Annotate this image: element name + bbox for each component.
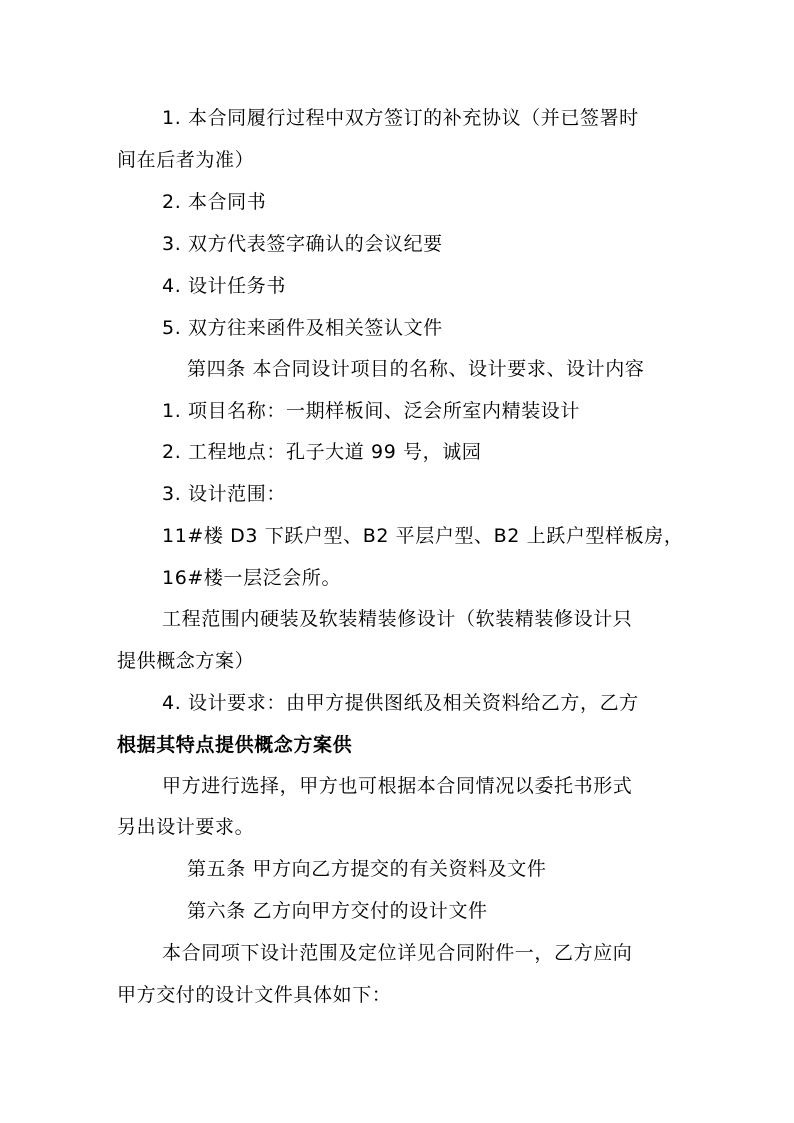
design-requirements-selection: 甲方进行选择，甲方也可根据本合同情况以委托书形式 [162,775,633,797]
deliverables-intro: 本合同项下设计范围及定位详见合同附件一，乙方应向 [162,942,633,964]
list-item-1: 1. 本合同履行过程中双方签订的补充协议（并已签署时 [162,107,639,129]
deliverables-intro-continued: 甲方交付的设计文件具体如下： [117,984,392,1006]
article-5-heading: 第五条 甲方向乙方提交的有关资料及文件 [187,858,547,880]
project-location: 2. 工程地点：孔子大道 99 号，诚园 [162,441,482,463]
engineering-scope-continued: 提供概念方案） [117,650,255,672]
engineering-scope: 工程范围内硬装及软装精装修设计（软装精装修设计只 [162,608,633,630]
design-requirements-continued: 根据其特点提供概念方案供 [117,734,353,756]
list-item-3: 3. 双方代表签字确认的会议纪要 [162,233,443,255]
article-4-heading: 第四条 本合同设计项目的名称、设计要求、设计内容 [187,358,645,380]
article-6-heading: 第六条 乙方向甲方交付的设计文件 [187,900,488,922]
design-scope-label: 3. 设计范围： [162,483,286,505]
project-name: 1. 项目名称：一期样板间、泛会所室内精装设计 [162,400,580,422]
list-item-1-continued: 间在后者为准） [117,149,255,171]
design-scope-clubhouse: 16#楼一层泛会所。 [162,567,342,589]
list-item-5: 5. 双方往来函件及相关签认文件 [162,317,443,339]
list-item-4: 4. 设计任务书 [162,275,286,297]
design-scope-buildings: 11#楼 D3 下跃户型、B2 平层户型、B2 上跃户型样板房， [162,525,684,547]
list-item-2: 2. 本合同书 [162,191,267,213]
design-requirements-extra: 另出设计要求。 [117,816,255,838]
design-requirements: 4. 设计要求：由甲方提供图纸及相关资料给乙方，乙方 [162,692,639,714]
